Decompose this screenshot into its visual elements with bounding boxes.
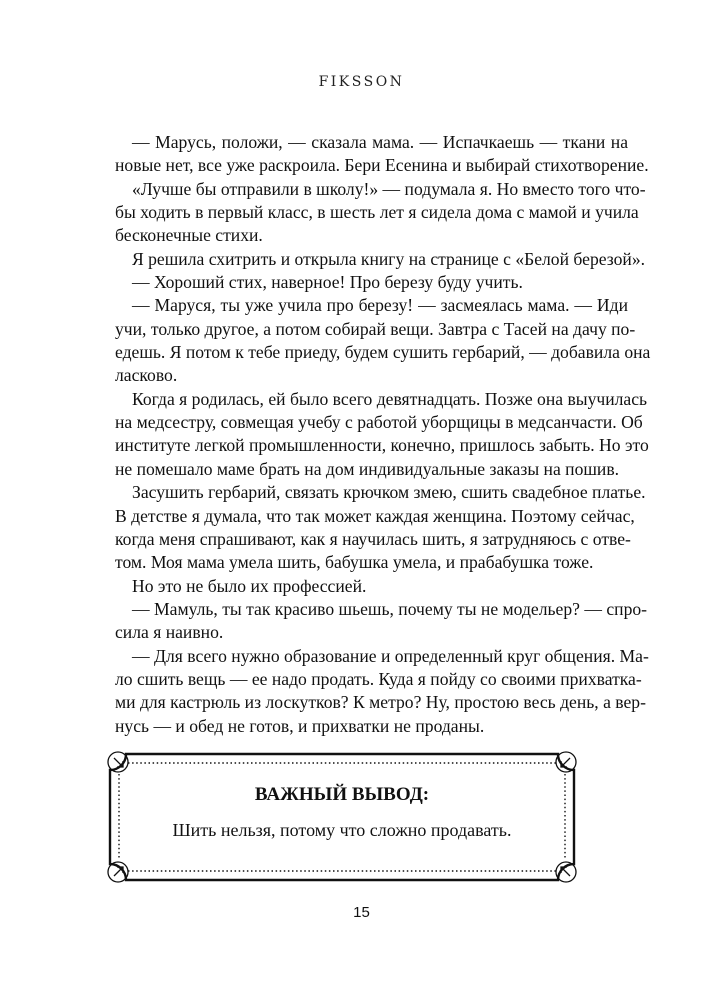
callout-text: Шить нельзя, потому что сложно продавать. [172,820,512,840]
text-line: учи, только другое, а потом собирай вещи. Завтра с Тасей на дачу по- [115,318,636,339]
text-line: Но это не было их профессией. [132,575,367,596]
text-line: новые нет, все уже раскроила. Бери Есенина и выбирай стихотворение. [115,155,649,176]
text-line: Когда я родилась, ей было всего девятнадцать. Позже она выучилась [132,388,648,409]
text-line: ми для кастрюль из лоскутков? К метро? Ну, простою весь день, а вер- [115,692,646,713]
text-line: — Маруся, ты уже учила про березу! — засмеялась мама. — Иди [132,295,628,316]
text-line: бесконечные стихи. [115,225,263,246]
text-line: Я решила схитрить и открыла книгу на странице с «Белой березой». [132,248,646,269]
text-line: — Марусь, положи, — сказала мама. — Испачкаешь — ткани на [132,132,628,152]
text-line: — Для всего нужно образование и определенный круг общения. Ма- [132,645,649,666]
text-line: нусь — и обед не готов, и прихватки не проданы. [115,715,485,736]
text-line: когда меня спрашивают, как я научилась шить, я затрудняюсь с отве- [115,528,631,549]
text-line: едешь. Я потом к тебе приеду, будем сушить гербарий, — добавила она [115,342,651,363]
text-line: ласково. [115,365,178,386]
body-text [115,131,651,738]
text-line: Засушить гербарий, связать крючком змею, сшить свадебное платье. [132,482,646,503]
running-header: FIKSSON [318,74,405,90]
text-line: институте легкой промышленности, конечно, пришлось забыть. Но это [115,435,649,456]
page-number: 15 [353,904,370,921]
callout-border [104,748,580,886]
text-line: бы ходить в первый класс, в шесть лет я сидела дома с мамой и учила [115,202,639,223]
text-line: на медсестру, совмещая учебу с работой уборщицы в медсанчасти. Об [115,412,643,433]
callout-title: ВАЖНЫЙ ВЫВОД: [254,784,430,805]
text-line: — Мамуль, ты так красиво шьешь, почему ты не модельер? — спро- [132,598,648,619]
text-line: ло сшить вещь — ее надо продать. Куда я пойду со своими прихватка- [115,668,642,689]
text-line: «Лучше бы отправили в школу!» — подумала я. Но вместо того что- [132,178,646,199]
text-line: том. Моя мама умела шить, бабушка умела, и прабабушка тоже. [115,552,594,573]
text-line: В детстве я думала, что так может каждая женщина. Поэтому сейчас, [115,505,635,526]
callout-frame [104,748,580,886]
text-line: не помешало маме брать на дом индивидуальные заказы на пошив. [115,458,620,479]
text-line: сила я наивно. [115,622,224,643]
text-line: — Хороший стих, наверное! Про березу буду учить. [132,272,523,293]
